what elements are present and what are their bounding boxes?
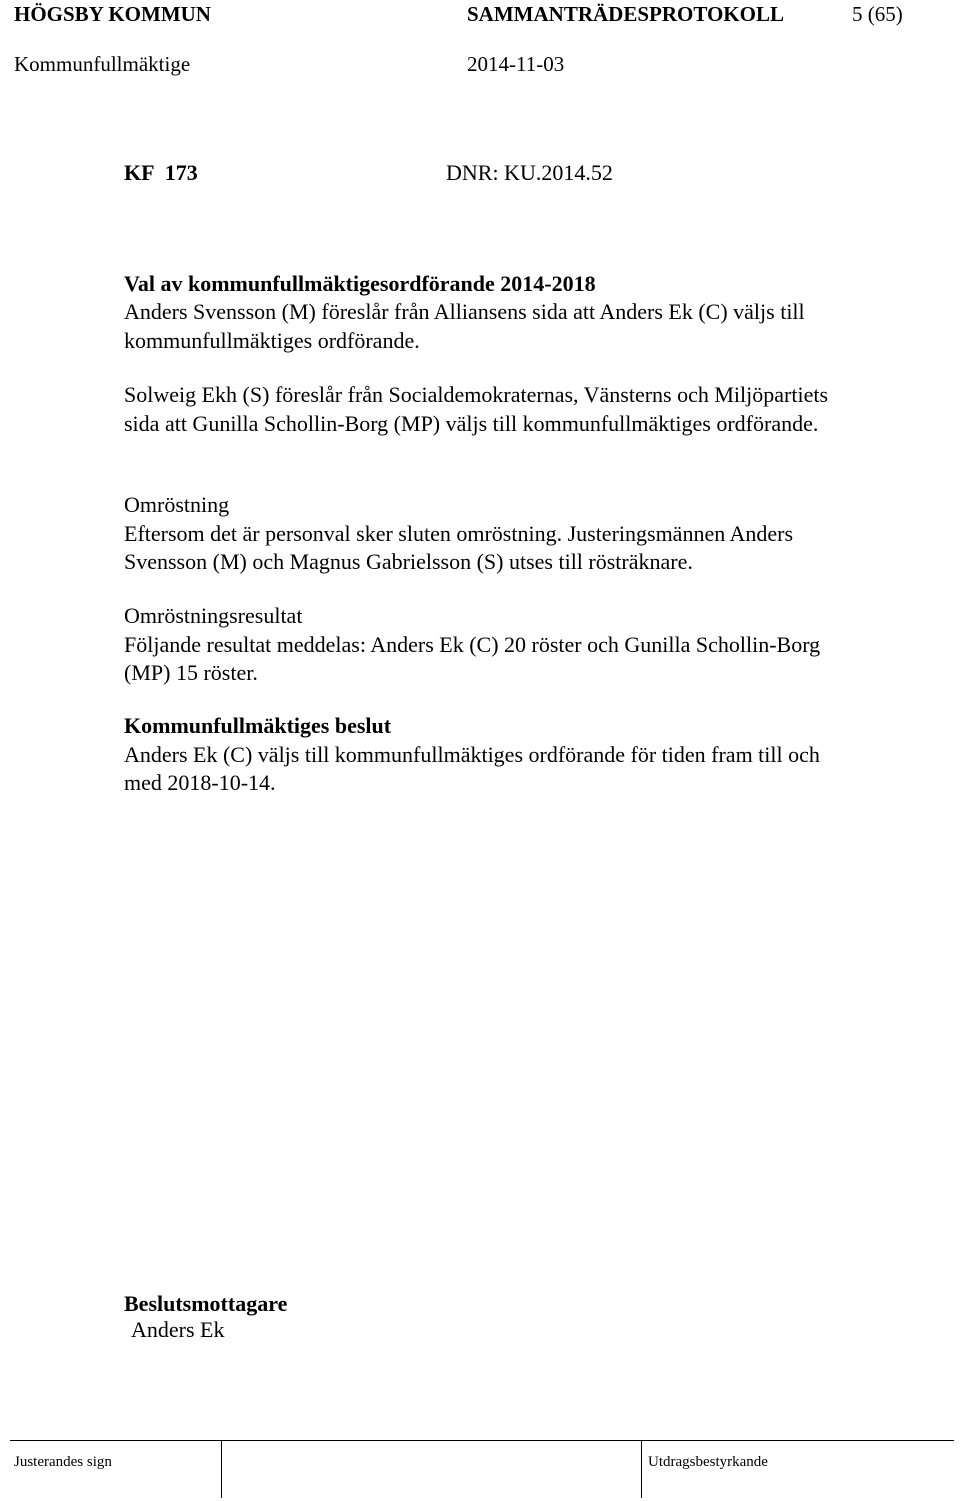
footer-column-divider (221, 1440, 222, 1498)
footer-divider (10, 1440, 954, 1441)
result-heading: Omröstningsresultat (124, 603, 303, 628)
recipient-name: Anders Ek (131, 1317, 225, 1342)
voting-block (124, 491, 854, 577)
voting-heading: Omröstning (124, 492, 230, 517)
header-document-type: SAMMANTRÄDESPROTOKOLL (467, 2, 784, 26)
decision-text: Anders Ek (C) väljs till kommunfullmäktiges ordförande för tiden fram till och med 2018-10-14. (124, 741, 820, 795)
footer-sign-label: Justerandes sign (14, 1454, 112, 1470)
section-title: Val av kommunfullmäktigesordförande 2014-2018 (124, 271, 596, 296)
case-number: KF 173 (124, 160, 198, 185)
header-date: 2014-11-03 (467, 52, 565, 76)
case-dnr: DNR: KU.2014.52 (446, 160, 613, 185)
footer-extract-label: Utdragsbestyrkande (648, 1454, 768, 1470)
section-paragraph-2: Solweig Ekh (S) föreslår från Socialdemokraternas, Vänsterns och Miljöpartiets sida att Gunilla Schollin-Borg (MP) väljs till kommunfullmäktiges ordförande. (124, 382, 829, 436)
footer-column-divider (641, 1440, 642, 1498)
result-block (124, 602, 854, 688)
header-organization: HÖGSBY KOMMUN (14, 2, 211, 26)
voting-text: Eftersom det är personval sker sluten omröstning. Justeringsmännen Anders Svensson (M) och Magnus Gabrielsson (S) utses till rösträknare. (124, 520, 794, 574)
header-body: Kommunfullmäktige (14, 52, 191, 76)
recipients-heading: Beslutsmottagare (124, 1291, 288, 1316)
result-text: Följande resultat meddelas: Anders Ek (C) 20 röster och Gunilla Schollin-Borg (MP) 15 röster. (124, 631, 821, 685)
header-page-number: 5 (65) (852, 2, 903, 26)
section-paragraph-1: Anders Svensson (M) föreslår från Alliansens sida att Anders Ek (C) väljs till kommunfullmäktiges ordförande. (124, 299, 805, 353)
decision-heading: Kommunfullmäktiges beslut (124, 713, 392, 738)
decision-block (124, 712, 854, 798)
